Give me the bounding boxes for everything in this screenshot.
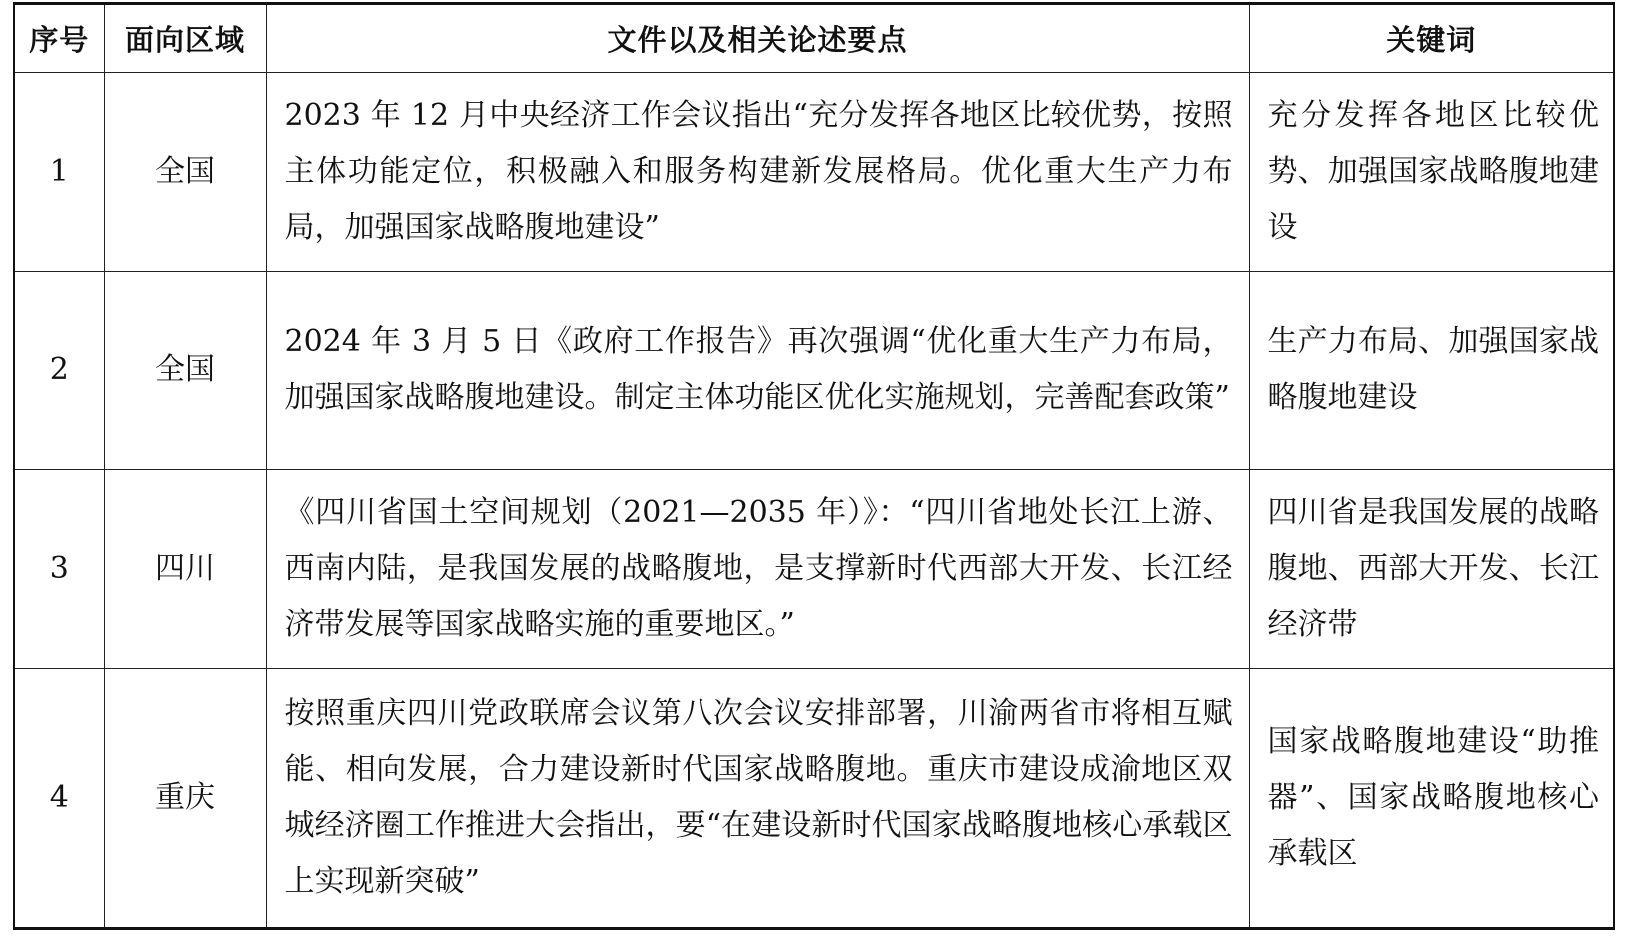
row-keywords: 四川省是我国发展的战略腹地、西部大开发、长江经济带 [1249,470,1614,669]
row-index: 2 [14,271,104,470]
row-content: 2024 年 3 月 5 日《政府工作报告》再次强调“优化重大生产力布局，加强国家战略腹地建设。制定主体功能区优化实施规划，完善配套政策” [266,271,1249,470]
row-region: 重庆 [104,668,266,928]
row-region: 全国 [104,271,266,470]
table-header [14,4,1614,73]
policy-table [13,2,1615,930]
header-keywords: 关键词 [1249,4,1614,73]
row-keywords: 国家战略腹地建设“助推器”、国家战略腹地核心承载区 [1249,668,1614,928]
header-content: 文件以及相关论述要点 [266,4,1249,73]
row-keywords: 充分发挥各地区比较优势、加强国家战略腹地建设 [1249,73,1614,272]
header-index: 序号 [14,4,104,73]
row-region: 四川 [104,470,266,669]
row-content: 2023 年 12 月中央经济工作会议指出“充分发挥各地区比较优势，按照主体功能定位，积极融入和服务构建新发展格局。优化重大生产力布局，加强国家战略腹地建设” [266,73,1249,272]
row-index: 4 [14,668,104,928]
table-row [14,668,1614,928]
row-content: 按照重庆四川党政联席会议第八次会议安排部署，川渝两省市将相互赋能、相向发展，合力建设新时代国家战略腹地。重庆市建设成渝地区双城经济圈工作推进大会指出，要“在建设新时代国家战略腹地核心承载区上实现新突破” [266,668,1249,928]
table-body [14,73,1614,929]
header-row [14,4,1614,73]
row-content: 《四川省国土空间规划（2021—2035 年）》：“四川省地处长江上游、西南内陆，是我国发展的战略腹地，是支撑新时代西部大开发、长江经济带发展等国家战略实施的重要地区。” [266,470,1249,669]
row-keywords: 生产力布局、加强国家战略腹地建设 [1249,271,1614,470]
table-row [14,470,1614,669]
table-row [14,271,1614,470]
row-region: 全国 [104,73,266,272]
row-index: 1 [14,73,104,272]
row-index: 3 [14,470,104,669]
table-row [14,73,1614,272]
header-region: 面向区域 [104,4,266,73]
